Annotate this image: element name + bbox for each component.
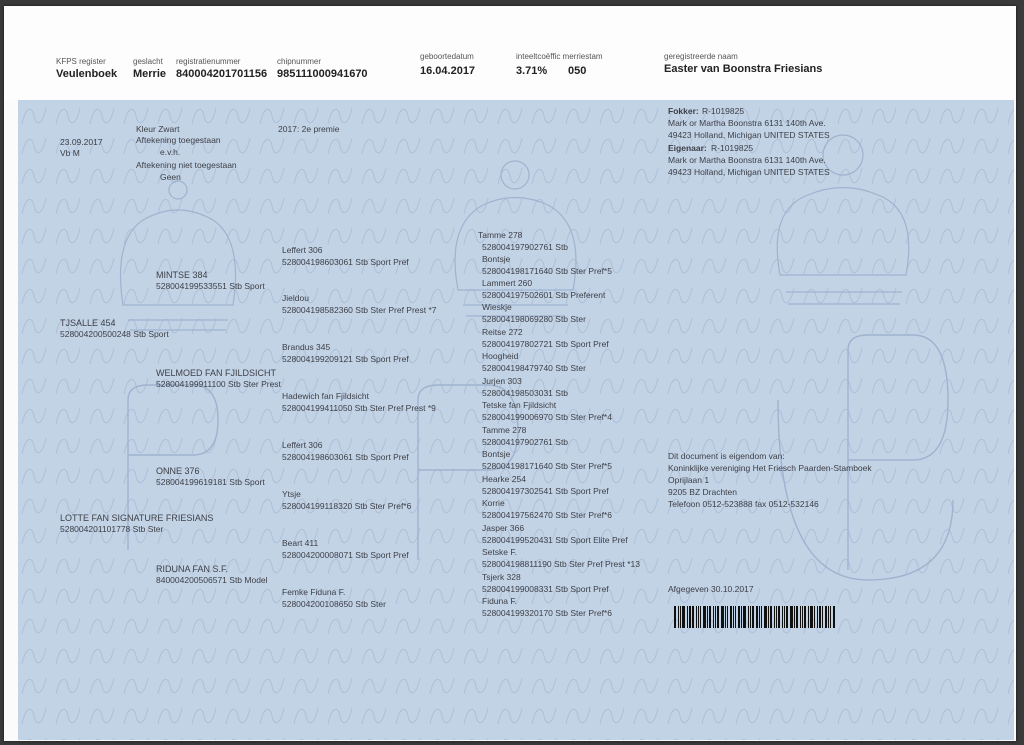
barcode-bar — [817, 606, 818, 628]
barcode-bar — [707, 606, 708, 628]
detail-not-approved-label: Aftekening niet toegestaan — [136, 160, 237, 170]
barcode-bar — [748, 606, 749, 628]
barcode-bar — [800, 606, 801, 628]
barcode-bar — [735, 606, 736, 628]
sire-info: 528004200500248 Stb Sport — [60, 329, 169, 339]
label-chip: chipnummer — [277, 57, 322, 66]
detail-approved-label: Aftekening toegestaan — [136, 135, 221, 145]
barcode-bar — [778, 606, 780, 628]
barcode-bar — [784, 606, 785, 628]
gen3-name: Leffert 306 — [282, 440, 323, 450]
barcode-bar — [725, 606, 726, 628]
label-reg-no: registratienummer — [176, 57, 241, 66]
gen2-name: MINTSE 384 — [156, 270, 208, 280]
gen3-info: 528004200008071 Stb Sport Pref — [282, 550, 409, 560]
barcode-bar — [721, 606, 724, 628]
gen2-name: RIDUNA FAN S.F. — [156, 564, 229, 574]
detail-not-approved-value: Geen — [160, 172, 181, 182]
barcode-bar — [703, 606, 706, 628]
barcode-bar — [678, 606, 679, 628]
gen4-info: 528004197802721 Stb Sport Pref — [482, 339, 609, 349]
label-register: KFPS register — [56, 57, 106, 66]
barcode-bar — [682, 606, 685, 628]
barcode-bar — [828, 606, 829, 628]
gen3-info: 528004198582360 Stb Ster Pref Prest *7 — [282, 305, 437, 315]
barcode-bar — [764, 606, 767, 628]
barcode-bar — [833, 606, 835, 628]
barcode-bar — [808, 606, 809, 628]
header-band — [4, 6, 1016, 100]
barcode-bar — [796, 606, 798, 628]
gen4-info: 528004199006970 Stb Ster Pref*4 — [482, 412, 612, 422]
barcode-bar — [687, 606, 688, 628]
gen4-name: Reitse 272 — [482, 327, 523, 337]
label-inbreeding: inteeltcoëffic merriestam — [516, 52, 603, 61]
detail-approved-value: e.v.h. — [160, 147, 181, 157]
value-registered-name: Easter van Boonstra Friesians — [664, 63, 823, 75]
owner-id: R-1019825 — [711, 143, 754, 153]
barcode-bar — [814, 606, 815, 628]
barcode-bar — [680, 606, 681, 628]
barcode-bar — [776, 606, 777, 628]
label-registered-name: geregistreerde naam — [664, 52, 738, 61]
property-line5: Telefoon 0512-523888 fax 0512-532146 — [668, 499, 819, 509]
gen4-name: Bontsje — [482, 449, 511, 459]
gen2-info: 528004199619181 Stb Sport — [156, 477, 265, 487]
gen4-info: 528004197302541 Stb Sport Pref — [482, 486, 609, 496]
gen3-name: Leffert 306 — [282, 245, 323, 255]
barcode-bar — [756, 606, 758, 628]
gen4-info: 528004199008331 Stb Sport Pref — [482, 584, 609, 594]
barcode-bar — [819, 606, 821, 628]
registration-certificate — [4, 6, 1016, 741]
barcode-bar — [715, 606, 716, 628]
barcode-bar — [727, 606, 728, 628]
barcode-bar — [790, 606, 793, 628]
barcode-bar — [743, 606, 746, 628]
owner-label: Eigenaar: — [668, 143, 707, 153]
property-line1: Dit document is eigendom van: — [668, 451, 785, 461]
gen4-name: Tamme 278 — [482, 425, 527, 435]
gen2-info: 840004200506571 Stb Model — [156, 575, 268, 585]
value-inbreeding: 3.71% — [516, 65, 548, 77]
barcode-bar — [733, 606, 734, 628]
barcode-bar — [810, 606, 813, 628]
gen3-info: 528004199209121 Stb Sport Pref — [282, 354, 409, 364]
barcode-bar — [761, 606, 762, 628]
gen4-name: Jasper 366 — [482, 523, 525, 533]
detail-date: 23.09.2017 — [60, 137, 103, 147]
value-dob: 16.04.2017 — [420, 65, 476, 77]
barcode-bar — [700, 606, 701, 628]
gen3-name: Hadewich fan Fjildsicht — [282, 391, 369, 401]
gen4-name: Fiduna F. — [482, 596, 517, 606]
barcode-bar — [689, 606, 691, 628]
barcode-bar — [794, 606, 795, 628]
gen4-name: Tetske fan Fjildsicht — [482, 400, 557, 410]
barcode-bar — [804, 606, 806, 628]
gen3-name: Ytsje — [282, 489, 301, 499]
breeder-label: Fokker: — [668, 106, 699, 116]
gen4-info: 528004199320170 Stb Ster Pref*6 — [482, 608, 612, 618]
barcode-bar — [770, 606, 772, 628]
owner-line2: 49423 Holland, Michigan UNITED STATES — [668, 167, 830, 177]
owner-line1: Mark or Martha Boonstra 6131 140th Ave. — [668, 155, 826, 165]
barcode-bar — [768, 606, 769, 628]
value-chip: 985111000941670 — [277, 68, 368, 80]
issued-date: Afgegeven 30.10.2017 — [668, 584, 754, 594]
gen3-name: Brandus 345 — [282, 342, 331, 352]
barcode-bar — [713, 606, 714, 628]
barcode-bar — [759, 606, 760, 628]
value-reg-no: 840004201701156 — [176, 68, 268, 80]
detail-color: Kleur Zwart — [136, 124, 180, 134]
gen3-name: Beart 411 — [282, 538, 319, 548]
gen4-name: Bontsje — [482, 254, 511, 264]
gen4-info: 528004197902761 Stb — [482, 437, 569, 447]
value-gender: Merrie — [133, 68, 167, 80]
gen4-name: Tsjerk 328 — [482, 572, 521, 582]
gen4-info: 528004198171640 Stb Ster Pref*5 — [482, 461, 612, 471]
gen3-info: 528004199118320 Stb Ster Pref*6 — [282, 501, 412, 511]
barcode — [674, 606, 882, 628]
barcode-bar — [750, 606, 751, 628]
gen3-info: 528004199411050 Stb Ster Pref Prest *9 — [282, 403, 436, 413]
barcode-bar — [782, 606, 783, 628]
gen3-info: 528004198603061 Stb Sport Pref — [282, 257, 409, 267]
breeder-line2: 49423 Holland, Michigan UNITED STATES — [668, 130, 830, 140]
gen4-name: Hearke 254 — [482, 474, 526, 484]
breeder-line1: Mark or Martha Boonstra 6131 140th Ave. — [668, 118, 826, 128]
gen4-name: Tamme 278 — [478, 230, 523, 240]
dam-info: 528004201101778 Stb Ster — [60, 524, 164, 534]
gen3-info: 528004198603061 Stb Sport Pref — [282, 452, 409, 462]
gen4-name: Korrie — [482, 498, 505, 508]
barcode-bar — [698, 606, 699, 628]
barcode-bar — [822, 606, 823, 628]
gen3-info: 528004200108650 Stb Ster — [282, 599, 386, 609]
gen2-name: ONNE 376 — [156, 466, 200, 476]
barcode-bar — [692, 606, 694, 628]
gen4-name: Jurjen 303 — [482, 376, 522, 386]
gen4-info: 528004198503031 Stb — [482, 388, 569, 398]
gen4-name: Hoogheid — [482, 351, 519, 361]
gen4-info: 528004197562470 Stb Ster Pref*6 — [482, 510, 612, 520]
gen4-info: 528004197502601 Stb Preferent — [482, 290, 606, 300]
sire-name: TJSALLE 454 — [60, 318, 116, 328]
gen4-info: 528004198479740 Stb Ster — [482, 363, 586, 373]
barcode-bar — [786, 606, 788, 628]
gen4-info: 528004198069280 Stb Ster — [482, 314, 586, 324]
value-register: Veulenboek — [56, 68, 118, 80]
pedigree-panel — [18, 100, 1014, 740]
gen4-name: Setske F. — [482, 547, 517, 557]
gen2-info: 528004199911100 Stb Ster Prest — [156, 379, 281, 389]
breeder-id: R-1019825 — [702, 106, 745, 116]
gen2-info: 528004199533551 Stb Sport — [156, 281, 265, 291]
property-line3: Oprijlaan 1 — [668, 475, 710, 485]
detail-premium: 2017: 2e premie — [278, 124, 340, 134]
barcode-bar — [830, 606, 831, 628]
gen4-info: 528004197902761 Stb — [482, 242, 569, 252]
barcode-bar — [774, 606, 775, 628]
property-line2: Koninklijke vereniging Het Friesch Paarden-Stamboek — [668, 463, 872, 473]
gen2-name: WELMOED FAN FJILDSICHT — [156, 368, 277, 378]
barcode-bar — [730, 606, 732, 628]
gen4-info: 528004198171640 Stb Ster Pref*5 — [482, 266, 612, 276]
gen4-info: 528004199520431 Stb Sport Elite Pref — [482, 535, 628, 545]
gen3-name: Jieldou — [282, 293, 309, 303]
gen4-info: 528004198811190 Stb Ster Pref Prest *13 — [482, 559, 640, 569]
detail-code: Vb M — [60, 148, 80, 158]
barcode-bar — [802, 606, 803, 628]
dam-name: LOTTE FAN SIGNATURE FRIESIANS — [60, 513, 214, 523]
label-dob: geboortedatum — [420, 52, 474, 61]
label-gender: geslacht — [133, 57, 163, 66]
gen3-name: Femke Fiduna F. — [282, 587, 346, 597]
gen4-name: Lammert 260 — [482, 278, 533, 288]
barcode-bar — [674, 606, 676, 628]
value-mare-line: 050 — [568, 65, 587, 77]
barcode-bar — [717, 606, 719, 628]
property-line4: 9205 BZ Drachten — [668, 487, 737, 497]
barcode-bar — [741, 606, 742, 628]
barcode-bar — [738, 606, 740, 628]
barcode-bar — [696, 606, 697, 628]
barcode-bar — [752, 606, 754, 628]
gen4-name: Wieskje — [482, 302, 512, 312]
barcode-bar — [825, 606, 827, 628]
barcode-bar — [709, 606, 711, 628]
